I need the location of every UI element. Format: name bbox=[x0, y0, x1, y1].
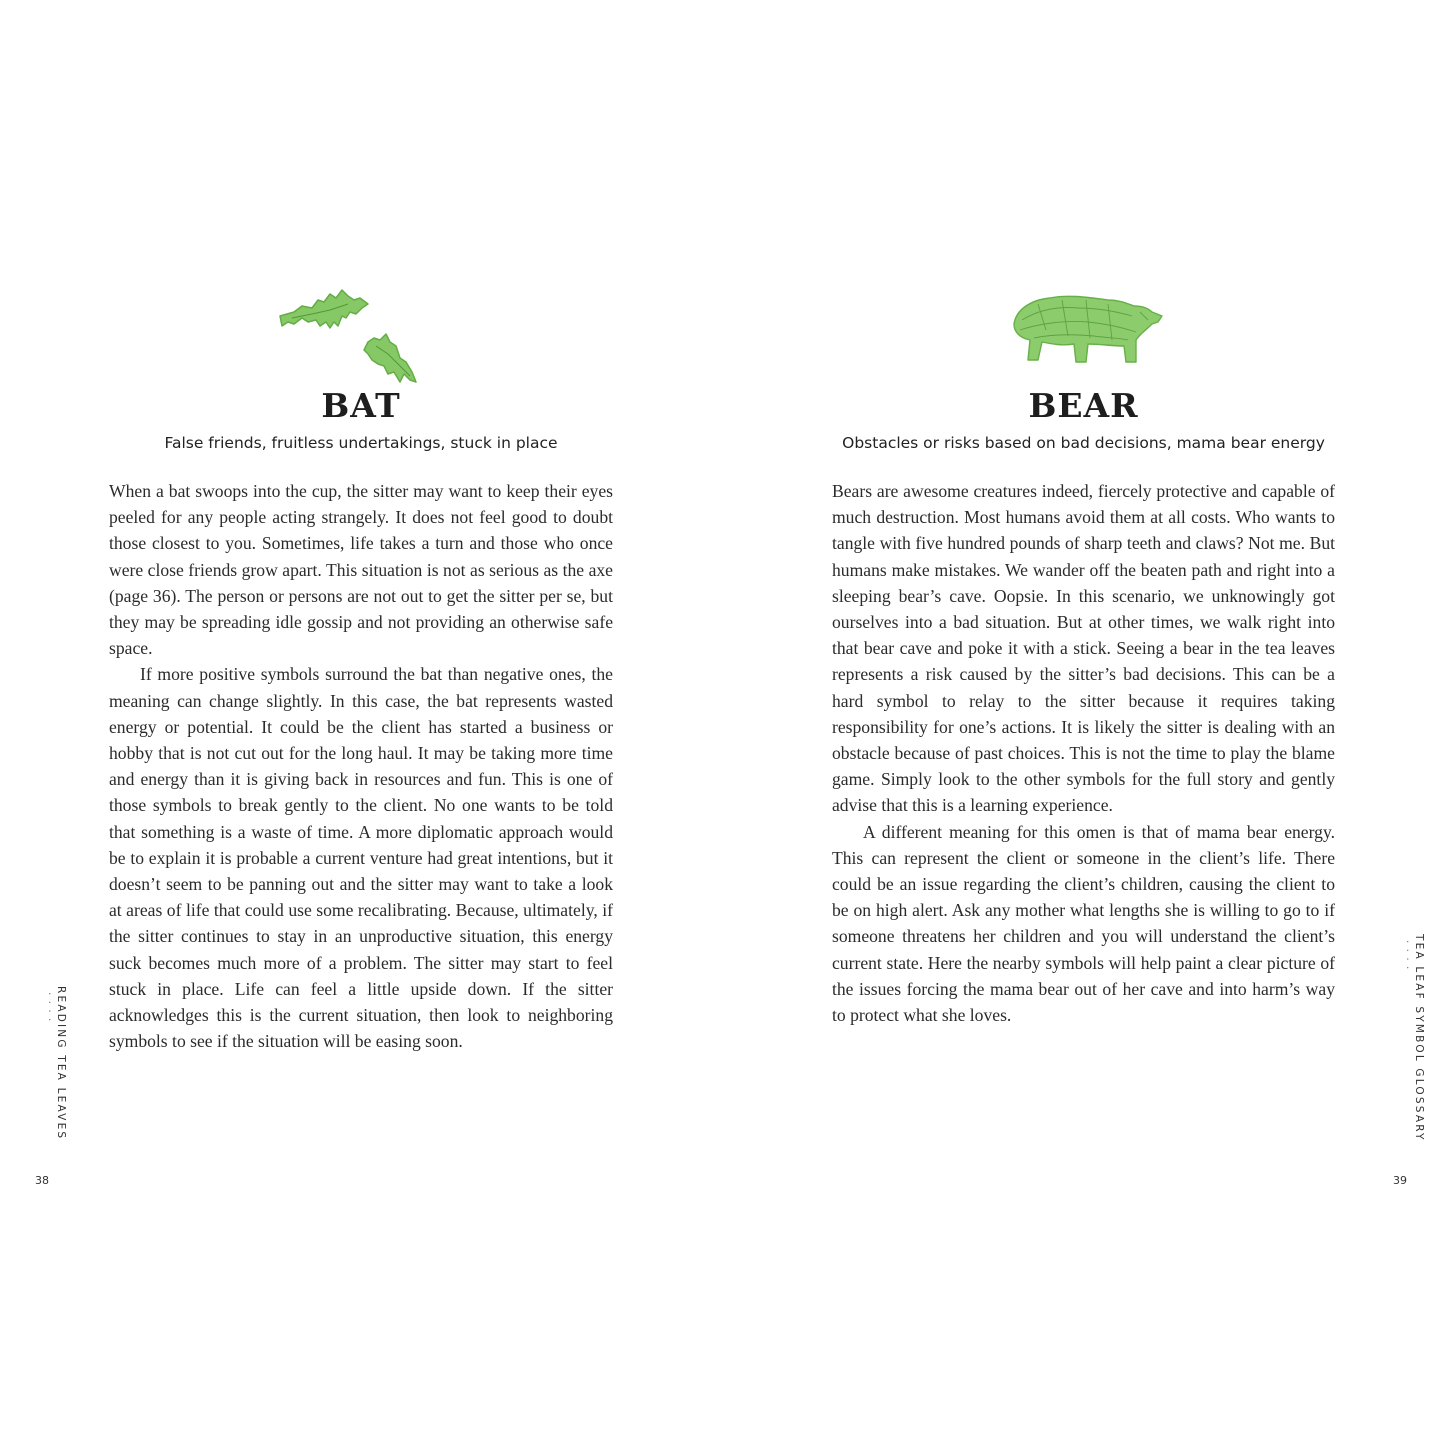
bear-leaf-icon bbox=[1008, 290, 1168, 372]
running-head-text: TEA LEAF SYMBOL GLOSSARY bbox=[1413, 934, 1425, 1142]
entry-body-bear bbox=[832, 478, 1335, 1028]
right-page bbox=[722, 0, 1445, 1445]
running-head-right bbox=[1401, 934, 1425, 1142]
page-number-right: 39 bbox=[1393, 1174, 1407, 1187]
entry-title-bear: BEAR bbox=[1028, 386, 1139, 425]
left-page bbox=[0, 0, 722, 1445]
paragraph: When a bat swoops into the cup, the sitter may want to keep their eyes peeled for any people acting strangely. It does not feel good to doubt those closest to you. Sometimes, life takes a turn and those who once were close friends grow apart. This situation is not as serious as the axe (page 36). The person or persons are not out to get the sitter per se, but they may be spreading idle gossip and not providing an otherwise safe space. bbox=[109, 481, 613, 659]
entry-title-bat: BAT bbox=[321, 386, 401, 425]
paragraph: A different meaning for this omen is that of mama bear energy. This can represent the client or someone in the client’s life. There could be an issue regarding the client’s children, causing the client to be on high alert. Ask any mother what lengths she is willing to go to if someone threatens her children and you will understand the client’s current state. Here the nearby symbols will help paint a clear picture of the issues forcing the mama bear out of her cave and into harm’s way to protect what she loves. bbox=[832, 821, 1335, 1026]
divider-dots: · · · · bbox=[43, 992, 55, 1023]
paragraph: If more positive symbols surround the bat than negative ones, the meaning can change slightly. In this case, the bat represents wasted energy or potential. It could be the client has started a business or hobby that is not cut out for the long haul. It may be taking more time and energy than it is giving back in resources and fun. This is one of those symbols to break gently to the client. No one wants to be told that something is a waste of time. A more diplomatic approach would be to explain it is probable a current venture had great intentions, but it doesn’t seem to be panning out and the sitter may want to take a look at areas of life that could use some recalibrating. Because, ultimately, if the sitter continues to stay in an unproductive situation, this energy suck becomes much more of a problem. The sitter may start to feel stuck in place. Life can feel a little upside down. If the sitter acknowledges this is the current situation, then look to neighboring symbols to see if the situation will be easing soon. bbox=[109, 664, 613, 1052]
running-head-left bbox=[43, 986, 67, 1140]
page-number-left: 38 bbox=[35, 1174, 49, 1187]
divider-dots: · · · · bbox=[1401, 940, 1413, 971]
entry-subtitle-bat: False friends, fruitless undertakings, stuck in place bbox=[164, 434, 558, 452]
bat-leaf-icon bbox=[272, 282, 422, 394]
running-head-text: READING TEA LEAVES bbox=[55, 986, 67, 1141]
entry-subtitle-bear: Obstacles or risks based on bad decisions, mama bear energy bbox=[842, 434, 1325, 452]
paragraph: Bears are awesome creatures indeed, fiercely protective and capable of much destruction. Most humans avoid them at all costs. Who wants to tangle with five hundred pounds of sharp teeth and claws? Not me. But humans make mistakes. We wander off the beaten path and right into a sleeping bear’s cave. Oopsie. In this scenario, we unknowingly got ourselves into a bad situation. But at other times, we walk right into that bear cave and poke it with a stick. Seeing a bear in the tea leaves represents a risk caused by the sitter’s bad decisions. This can be a hard symbol to relay to the sitter because it requires taking responsibility for one’s actions. It is likely the sitter is dealing with an obstacle because of past choices. This is not the time to play the blame game. Simply look to the other symbols for the full story and gently advise that this is a learning experience. bbox=[832, 481, 1335, 816]
entry-body-bat bbox=[109, 478, 613, 1054]
